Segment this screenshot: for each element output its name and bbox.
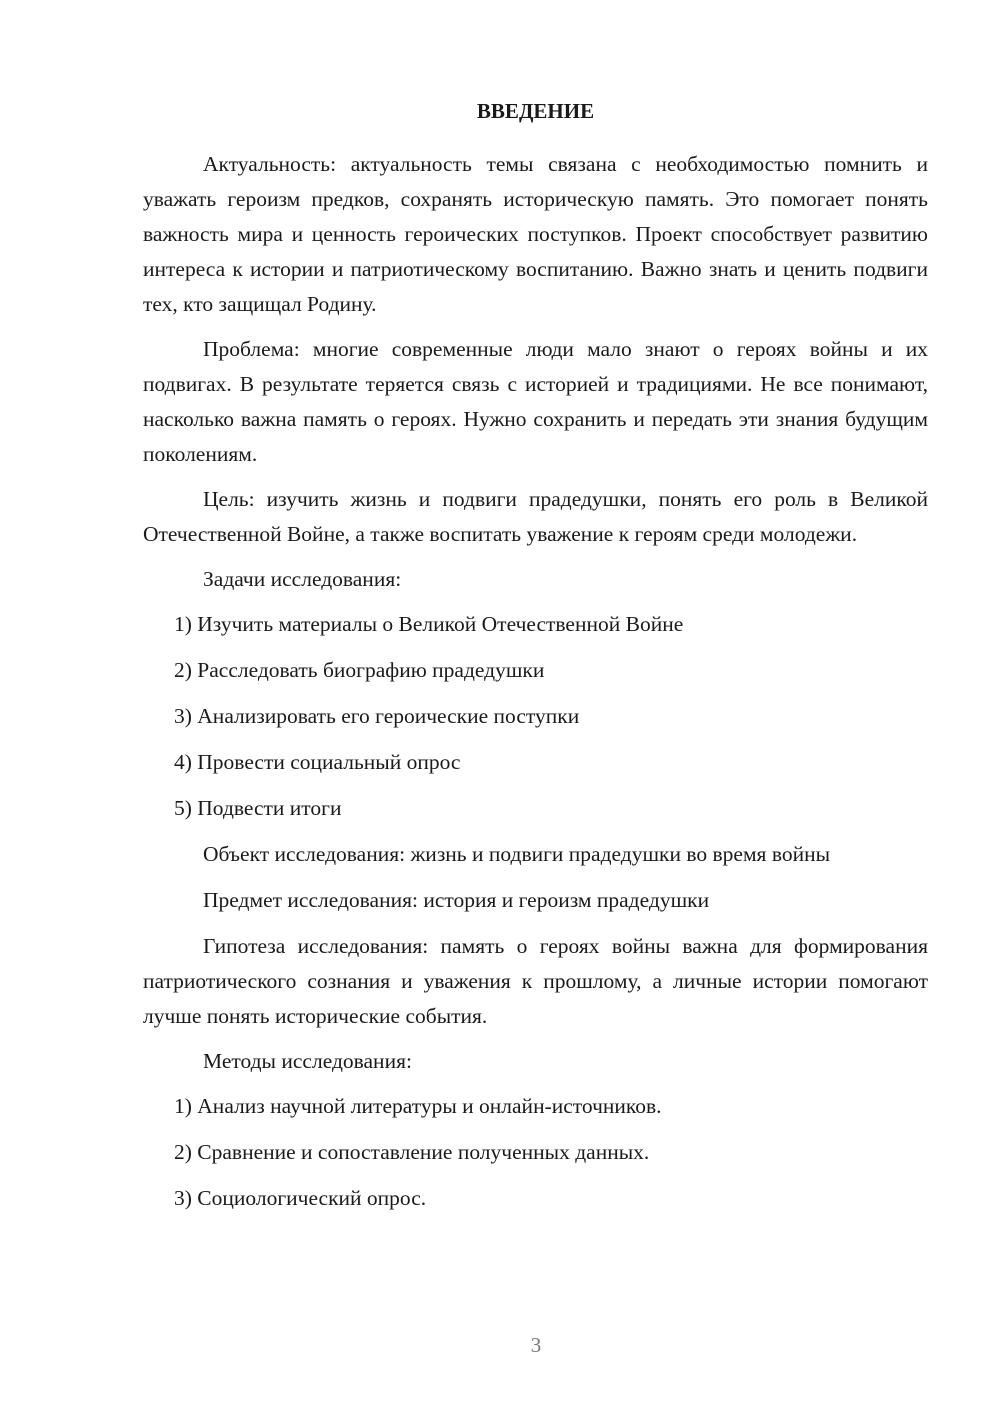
list-item-method-3: 3) Социологический опрос. bbox=[174, 1186, 427, 1210]
methods-list bbox=[143, 1089, 928, 1216]
relevance-paragraph: Актуальность: актуальность темы связана с необходимостью помнить и уважать героизм предков, сохранять историческую память. Это помогает понять важность мира и ценность героических поступков. Проект способствует развитию интереса к истории и патриотическому воспитанию. Важно знать и ценить подвиги тех, кто защищал Родину. bbox=[143, 152, 928, 316]
object-line: Объект исследования: жизнь и подвиги прадедушки во время войны bbox=[203, 842, 831, 866]
list-item-task-3: 3) Анализировать его героические поступки bbox=[174, 704, 580, 728]
list-item-task-4: 4) Провести социальный опрос bbox=[174, 750, 461, 774]
goal-paragraph: Цель: изучить жизнь и подвиги прадедушки, понять его роль в Великой Отечественной Войне, а также воспитать уважение к героям среди молодежи. bbox=[143, 487, 928, 546]
list-item-task-1: 1) Изучить материалы о Великой Отечественной Войне bbox=[174, 612, 684, 636]
problem-paragraph: Проблема: многие современные люди мало знают о героях войны и их подвигах. В результате теряется связь с историей и традициями. Не все понимают, насколько важна память о героях. Нужно сохранить и передать эти знания будущим поколениям. bbox=[143, 337, 928, 466]
section-title: ВВЕДЕНИЕ bbox=[476, 99, 595, 123]
page-number: 3 bbox=[530, 1333, 542, 1357]
hypothesis-paragraph: Гипотеза исследования: память о героях войны важна для формирования патриотического сознания и уважения к прошлому, а личные истории помогают лучше понять исторические события. bbox=[143, 934, 928, 1028]
page-content bbox=[143, 97, 928, 1227]
list-item-task-5: 5) Подвести итоги bbox=[174, 796, 342, 820]
subject-line: Предмет исследования: история и героизм прадедушки bbox=[203, 888, 710, 912]
list-item-task-2: 2) Расследовать биографию прадедушки bbox=[174, 658, 545, 682]
list-item-method-2: 2) Сравнение и сопоставление полученных данных. bbox=[174, 1140, 650, 1164]
tasks-list bbox=[143, 607, 928, 826]
list-item-method-1: 1) Анализ научной литературы и онлайн-источников. bbox=[174, 1094, 662, 1118]
methods-heading: Методы исследования: bbox=[203, 1049, 412, 1073]
tasks-heading: Задачи исследования: bbox=[203, 567, 402, 591]
